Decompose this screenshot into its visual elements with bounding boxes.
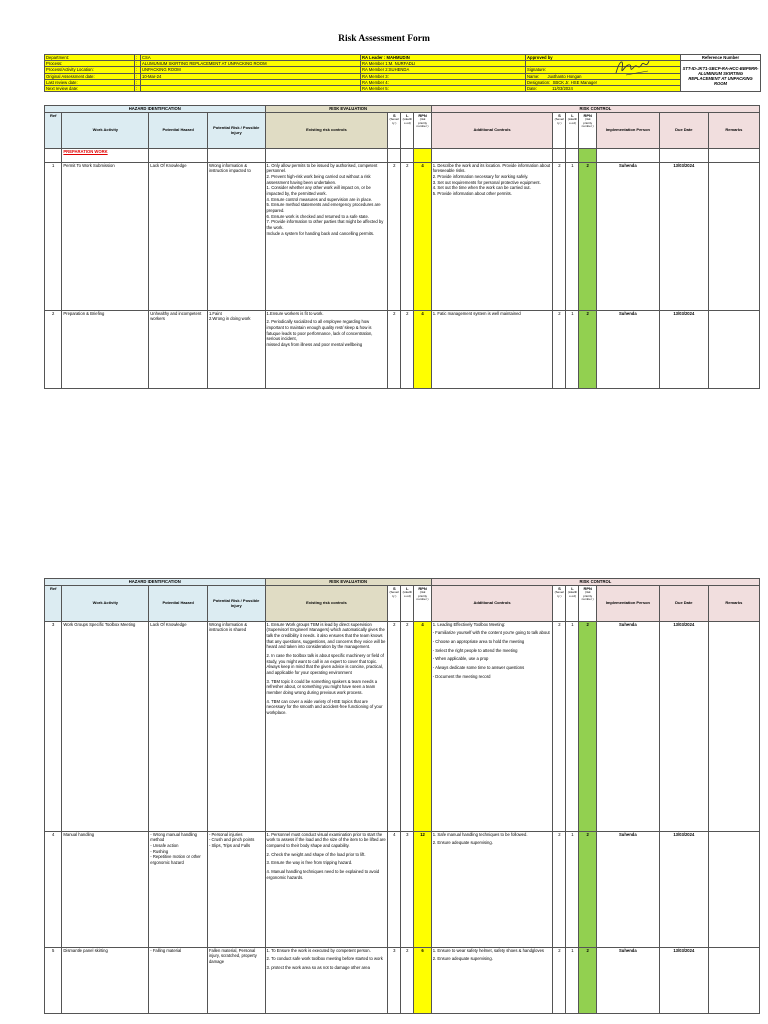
original-date-value: 10-Mar-24: [141, 73, 361, 79]
row-existing-controls-paragraph: 2. In case the toolbox talk is about specific machinery or field of study, you might want to call in an expert to cover that topic. Always keep in mind that the given advice is concise, practical, and applicable for your operating environment: [266, 653, 384, 676]
table-row: [45, 947, 760, 1013]
row-work-activity: Permit To Work Submission: [62, 162, 149, 310]
row-additional-controls-paragraph: - Document the meeting record: [432, 673, 491, 679]
row-work-activity: Manual handling: [62, 831, 149, 947]
row-rpn: 4: [414, 621, 431, 831]
row-due-date: 13/03/2024: [659, 162, 708, 310]
row-existing-controls-paragraph: 1. Personnel must conduct visual examination prior to start the work to assess if the load and the size of the item to be lifted are compared to their body shape and capability.: [266, 831, 386, 849]
row-severity: 3: [388, 947, 401, 1013]
row-existing-controls-paragraph: 2. Check the weight and shape of the load prior to lift.: [266, 851, 366, 857]
row-additional-controls-paragraph: 2. Ensure adequate supervising.: [432, 840, 493, 846]
ra-leader: RA Leader : MAHMUDIN: [361, 55, 526, 61]
row-likelihood: 2: [401, 621, 414, 831]
row-implementation-person: Suhenda: [596, 310, 659, 388]
ra-member-5: RA Member 5:: [361, 85, 526, 91]
row-existing-controls-paragraph: 1. Ensure Work groups TBM is lead by direct supervision (Supervisor/ Engineer/ Managers) which automatically gives the talk the credibility it needs. it also ensures that the team knows that any questions, suggestions, and concerns they voice will be heard and taken into consideration by the management.: [266, 621, 386, 650]
row-additional-controls-paragraph: - Select the right people to attend the meeting: [432, 647, 518, 653]
table-row: [45, 831, 760, 947]
row-likelihood: 2: [401, 310, 414, 388]
row-likelihood: 3: [401, 831, 414, 947]
risk-control-header: RISK CONTROL: [431, 106, 759, 113]
row-remarks: [708, 947, 759, 1013]
risk-table-page-2: HAZARD IDENTIFICATION RISK EVALUATION RISK CONTROL Ref Work Activity Potential Hazard Potential Risk / Possible Injury Existing risk controls S (Severity ) L (Likeliho od) RPN (risk priority number ) Additional Controls S (Severity ) L (Likeliho od) RPN (risk priority number ) Implementation Person Due Date Remarks 3 Work Groups Specific Toolbox Meeting Lack Of Knowledge Wrong information & instruction is shared 1. Ensure Work groups TBM is lead by direct supervision (Supervisor/ Engineer/ Managers) which automatically gives the talk the credibility it needs. it also ensures that the team knows that any questions, suggestions, and concerns they voice will be heard and taken into consideration by the management. 2. In case the toolbox talk is about specific machinery or field of study, you might want to call in an expert to cover that topic. Always keep in mind that the given advice is concise, practical, and applicable for your operating environment 3. TBM topic it could be something spakers & team needs a refresher about, or something you might have seen a team member doing wrong during previous work process. 4. TBM can cover a wide variety of HSE topics that are necessary for the smooth and accident-free functioning of your workplace. 2 2 4 1. Leading Effectively Toolbox Meeting: - Familiarize yourself with the content you're going to talk about - Choose an appropriate area to hold the meeting - Select the right people to attend the meeting - When applicable, use a prop - Always dedicate some time to answer questions - Document the meeting record 2 1 2 Suhenda 13/03/2024 4 Manual handling - Wrong manual handling method - Unsafe action - Rushing - Repetitive motion or other ergonomic hazard - Personal injuries - Crush and pinch points - Slips, Trips and Falls 1. Personnel must conduct visual examination prior to start the work to assess if the load and the size of the item to be lifted are compared to their body shape and capability. 2. Check the weight and shape of the load prior to lift. 3. Ensure the way is free from tripping hazard. 4. Manual handling techniques need to be explained to avoid ergonomic hazards. 4 3 12 1. Safe manual handling techniques to be followed. 2. Ensure adequate supervising. 2 1 2 Suhenda 13/03/2024 5 Dismantle panel skirting - Falling material Fallen material, Personal injury, scratched, property damage 1. To Ensure the work is executed by competent person. 2. To conduct safe work toolbox meeting before started to work 3. protect the work area so as not to damage other area 3 2 6 1. Ensure to wear safety helmet, safety shoes & handgloves 2. Ensure adequate supervising. 2 1 2 Suhenda 13/03/2024: [44, 578, 760, 1014]
row-existing-controls-paragraph: 1.Ensure workers is fit to work.: [266, 310, 324, 316]
row-potential-hazard: Lack Of Knowledge: [149, 621, 208, 831]
row-additional-controls: [431, 621, 553, 831]
row-rpn: 4: [414, 310, 431, 388]
table-row: [45, 162, 760, 310]
row-implementation-person: Suhenda: [596, 162, 659, 310]
row-existing-controls: [265, 162, 388, 310]
row-residual-rpn: 2: [579, 621, 596, 831]
row-additional-controls-paragraph: 1. Leading Effectively Toolbox Meeting:: [432, 621, 506, 627]
risk-table-page-1: HAZARD IDENTIFICATION RISK EVALUATION RISK CONTROL Ref Work Activity Potential Hazard Potential Risk / Possible Injury Existing risk controls S (Severity ) L (Likeliho od) RPN (risk priority number ) Additional Controls S (Severity ) L (Likeliho od) RPN (risk priority number ) Implementation Person Due Date Remarks PREPARATION WORK 1 Permit To Work Submission Lack Of Knowledge Wrong information & instruction impacted to 1. Only allow permits to be issued by authorised, competent personnel. 2. Prevent high-risk work being carried out without a risk assessment having been undertaken. 1. Consider whether any other work will impact on, or be impacted by, the permitted work. 4. Ensure control measures and supervision are in place. 5. Ensure method statements and emergency procedures are prepared. 6. Ensure work is checked and returned to a safe state. 7. Provide information to other parties that might be affected by the work. Include a system for handing back and cancelling permits. 2 2 4 1. Describe the work and its location. Provide information about foreseeable risks. 2. Provide information necessary for working safely. 3. Set out requirements for personal protective equipment. 4. Set out the time when the work can be carried out. 5. Provide information about other permits. 2 1 2 Suhenda 13/03/2024 2 Preparation & Briefing Unhealthy and incompetent workers 1.Faint 2.Wrong in doing work 1.Ensure workers is fit to work. 2. Periodically socialized to all employee regarding how important to maintain enough quality rest/ sleep & how is fatuque leads to poor performance, lack of concentration, serious incident, missed days from illness and poor mental wellbeing 2 2 4 1. Fatic management system is well maintained 2 1 2 Suhenda 13/03/2024: [44, 105, 760, 389]
row-rpn: 4: [414, 162, 431, 310]
risk-evaluation-header: RISK EVALUATION: [265, 106, 431, 113]
row-remarks: [708, 162, 759, 310]
row-potential-risk: - Personal injuries - Crush and pinch points - Slips, Trips and Falls: [207, 831, 265, 947]
ra-member-4: RA Member 4:: [361, 79, 526, 85]
row-existing-controls-paragraph: 1. To Ensure the work is executed by competent person.: [266, 947, 371, 953]
row-remarks: [708, 831, 759, 947]
reference-label: Reference Number: [681, 55, 761, 61]
row-additional-controls-paragraph: 1. Fatic management system is well maintained: [432, 310, 521, 316]
row-existing-controls: [265, 831, 388, 947]
row-potential-hazard: - Falling material: [149, 947, 208, 1013]
row-existing-controls: [265, 947, 388, 1013]
row-work-activity: Dismantle panel skirting: [62, 947, 149, 1013]
signature-label: Signature:: [526, 67, 681, 73]
approver-name: Juxthanto Hongan: [547, 73, 582, 79]
row-additional-controls: [431, 310, 553, 388]
row-additional-controls-paragraph: - Choose an appropriate area to hold the meeting: [432, 639, 525, 645]
row-existing-controls: [265, 310, 388, 388]
row-additional-controls-paragraph: 1. Describe the work and its location. Provide information about foreseeable risks. 2. Provide information necessary for working safely. 3. Set out requirements for personal protective equipment. 4. Set out the time when the work can be carried out. 5. Provide information about other permits.: [432, 162, 551, 197]
row-residual-severity: 2: [553, 310, 566, 388]
row-additional-controls: [431, 162, 553, 310]
row-due-date: 13/03/2024: [659, 831, 708, 947]
reference-value: STT-ID-JKT1-SBCP-RA-HCC-BBP5RR-ALUMINIUM SKIRTING REPLACEMENT AT UNPACKING ROOM: [681, 61, 761, 92]
hazard-identification-header: HAZARD IDENTIFICATION: [45, 106, 266, 113]
ra-member-3: RA Member 3:: [361, 73, 526, 79]
row-rpn: 12: [414, 831, 431, 947]
row-existing-controls-paragraph: 1. Only allow permits to be issued by authorised, competent personnel. 2. Prevent high-risk work being carried out without a risk assessment having been undertaken. 1. Consider whether any other work will impact on, or be impacted by, the permitted work. 4. Ensure control measures and supervision are in place. 5. Ensure method statements and emergency procedures are prepared. 6. Ensure work is checked and returned to a safe state. 7. Provide information to other parties that might be affected by the work. Include a system for handing back and cancelling permits.: [266, 162, 384, 236]
row-residual-likelihood: 1: [566, 831, 579, 947]
row-due-date: 13/03/2024: [659, 310, 708, 388]
row-residual-likelihood: 1: [566, 621, 579, 831]
row-due-date: 13/03/2024: [659, 947, 708, 1013]
row-residual-likelihood: 1: [566, 162, 579, 310]
table-row: [45, 621, 760, 831]
row-severity: 2: [388, 162, 401, 310]
department-value: CSA: [141, 55, 361, 61]
approval-date: 11/03/2024: [552, 85, 573, 91]
row-existing-controls-paragraph: 3. TBM topic it could be something spakers & team needs a refresher about, or something you might have seen a team member doing wrong during previous work process.: [266, 678, 378, 696]
row-existing-controls-paragraph: 3. Ensure the way is free from tripping hazard.: [266, 860, 353, 866]
row-work-activity: Work Groups Specific Toolbox Meeting: [62, 621, 149, 831]
table-row: [45, 310, 760, 388]
row-severity: 4: [388, 831, 401, 947]
row-additional-controls-paragraph: 2. Ensure adequate supervising.: [432, 956, 493, 962]
row-potential-risk: Wrong information & instruction impacted to: [207, 162, 265, 310]
row-ref: 3: [45, 621, 62, 831]
row-residual-rpn: 2: [579, 831, 596, 947]
row-residual-rpn: 2: [579, 310, 596, 388]
row-additional-controls-paragraph: 1. Safe manual handling techniques to be followed.: [432, 831, 528, 837]
row-remarks: [708, 310, 759, 388]
row-likelihood: 2: [401, 162, 414, 310]
info-table: Department: : CSA RA Leader : MAHMUDIN Approved by Reference Number Process: : ALUMUNIUM SKIRTING REPLACEMENT AT UNPACKING ROOM RA Member 1:M. NURFADLI STT-ID-JKT1-SBCP-RA-HCC-BBP5RR-ALUMINIUM SKIRTING REPLACEMENT AT UNPACKING ROOM Process/Activity Location: : UNPACKING ROOM RA Member 2:SUHENDA Signature: Original Assessment date: : 10-Mar-24 RA Member 3: Name: Juxthanto Hongan Last review date: : RA Member 4: Designation: SBCK Jr. HSE Manager Next review date: : RA Member 5: Date: 11/03/2024: [44, 54, 761, 92]
row-existing-controls-paragraph: 3. protect the work area so as not to damage other area: [266, 965, 370, 971]
row-additional-controls: [431, 947, 553, 1013]
location-value: UNPACKING ROOM: [141, 67, 361, 73]
form-title: Risk Assessment Form: [338, 34, 430, 44]
row-severity: 2: [388, 310, 401, 388]
row-potential-hazard: Lack Of Knowledge: [149, 162, 208, 310]
row-existing-controls: [265, 621, 388, 831]
row-ref: 5: [45, 947, 62, 1013]
row-work-activity: Preparation & Briefing: [62, 310, 149, 388]
row-likelihood: 2: [401, 947, 414, 1013]
row-additional-controls-paragraph: - Familiarize yourself with the content you're going to talk about: [432, 630, 550, 636]
row-remarks: [708, 621, 759, 831]
approved-by-label: Approved by: [526, 55, 681, 61]
process-value: ALUMUNIUM SKIRTING REPLACEMENT AT UNPACKING ROOM: [141, 61, 361, 67]
row-residual-rpn: 2: [579, 162, 596, 310]
row-due-date: 13/03/2024: [659, 621, 708, 831]
row-additional-controls-paragraph: 1. Ensure to wear safety helmet, safety shoes & handgloves: [432, 947, 545, 953]
ra-member-1: RA Member 1:M. NURFADLI: [361, 61, 526, 67]
row-ref: 1: [45, 162, 62, 310]
row-additional-controls-paragraph: - Always dedicate some time to answer questions: [432, 665, 525, 671]
row-residual-severity: 2: [553, 831, 566, 947]
row-potential-risk: Wrong information & instruction is shared: [207, 621, 265, 831]
row-additional-controls: [431, 831, 553, 947]
row-existing-controls-paragraph: 4. TBM can cover a wide variety of HSE topics that are necessary for the smooth and accident-free functioning of your workplace.: [266, 698, 383, 716]
row-residual-likelihood: 1: [566, 947, 579, 1013]
row-residual-rpn: 2: [579, 947, 596, 1013]
department-label: Department:: [45, 55, 135, 61]
section-label: PREPARATION WORK: [63, 148, 108, 154]
row-existing-controls-paragraph: 4. Manual handling techniques need to be explained to avoid ergonomic hazards.: [266, 869, 380, 880]
row-severity: 2: [388, 621, 401, 831]
row-rpn: 6: [414, 947, 431, 1013]
ra-member-2: RA Member 2:SUHENDA: [361, 67, 526, 73]
signature-image: [612, 55, 652, 81]
row-residual-likelihood: 1: [566, 310, 579, 388]
row-potential-risk: 1.Faint 2.Wrong in doing work: [207, 310, 265, 388]
approver-designation: SBCK Jr. HSE Manager: [552, 79, 598, 85]
row-implementation-person: Suhenda: [596, 621, 659, 831]
row-ref: 2: [45, 310, 62, 388]
row-potential-hazard: - Wrong manual handling method - Unsafe action - Rushing - Repetitive motion or other ergonomic hazard: [149, 831, 208, 947]
row-residual-severity: 2: [553, 621, 566, 831]
row-ref: 4: [45, 831, 62, 947]
row-implementation-person: Suhenda: [596, 831, 659, 947]
row-potential-risk: Fallen material, Personal injury, scratched, property damage: [207, 947, 265, 1013]
row-existing-controls-paragraph: 2. Periodically socialized to all employee regarding how important to maintain enough quality rest/ sleep & how is fatuque leads to poor performance, lack of concentration, serious incident, missed days from illness and poor mental wellbeing: [266, 319, 373, 348]
row-additional-controls-paragraph: - When applicable, use a prop: [432, 656, 489, 662]
row-implementation-person: Suhenda: [596, 947, 659, 1013]
row-existing-controls-paragraph: 2. To conduct safe work toolbox meeting before started to work: [266, 956, 383, 962]
row-residual-severity: 2: [553, 947, 566, 1013]
row-residual-severity: 2: [553, 162, 566, 310]
row-potential-hazard: Unhealthy and incompetent workers: [149, 310, 208, 388]
